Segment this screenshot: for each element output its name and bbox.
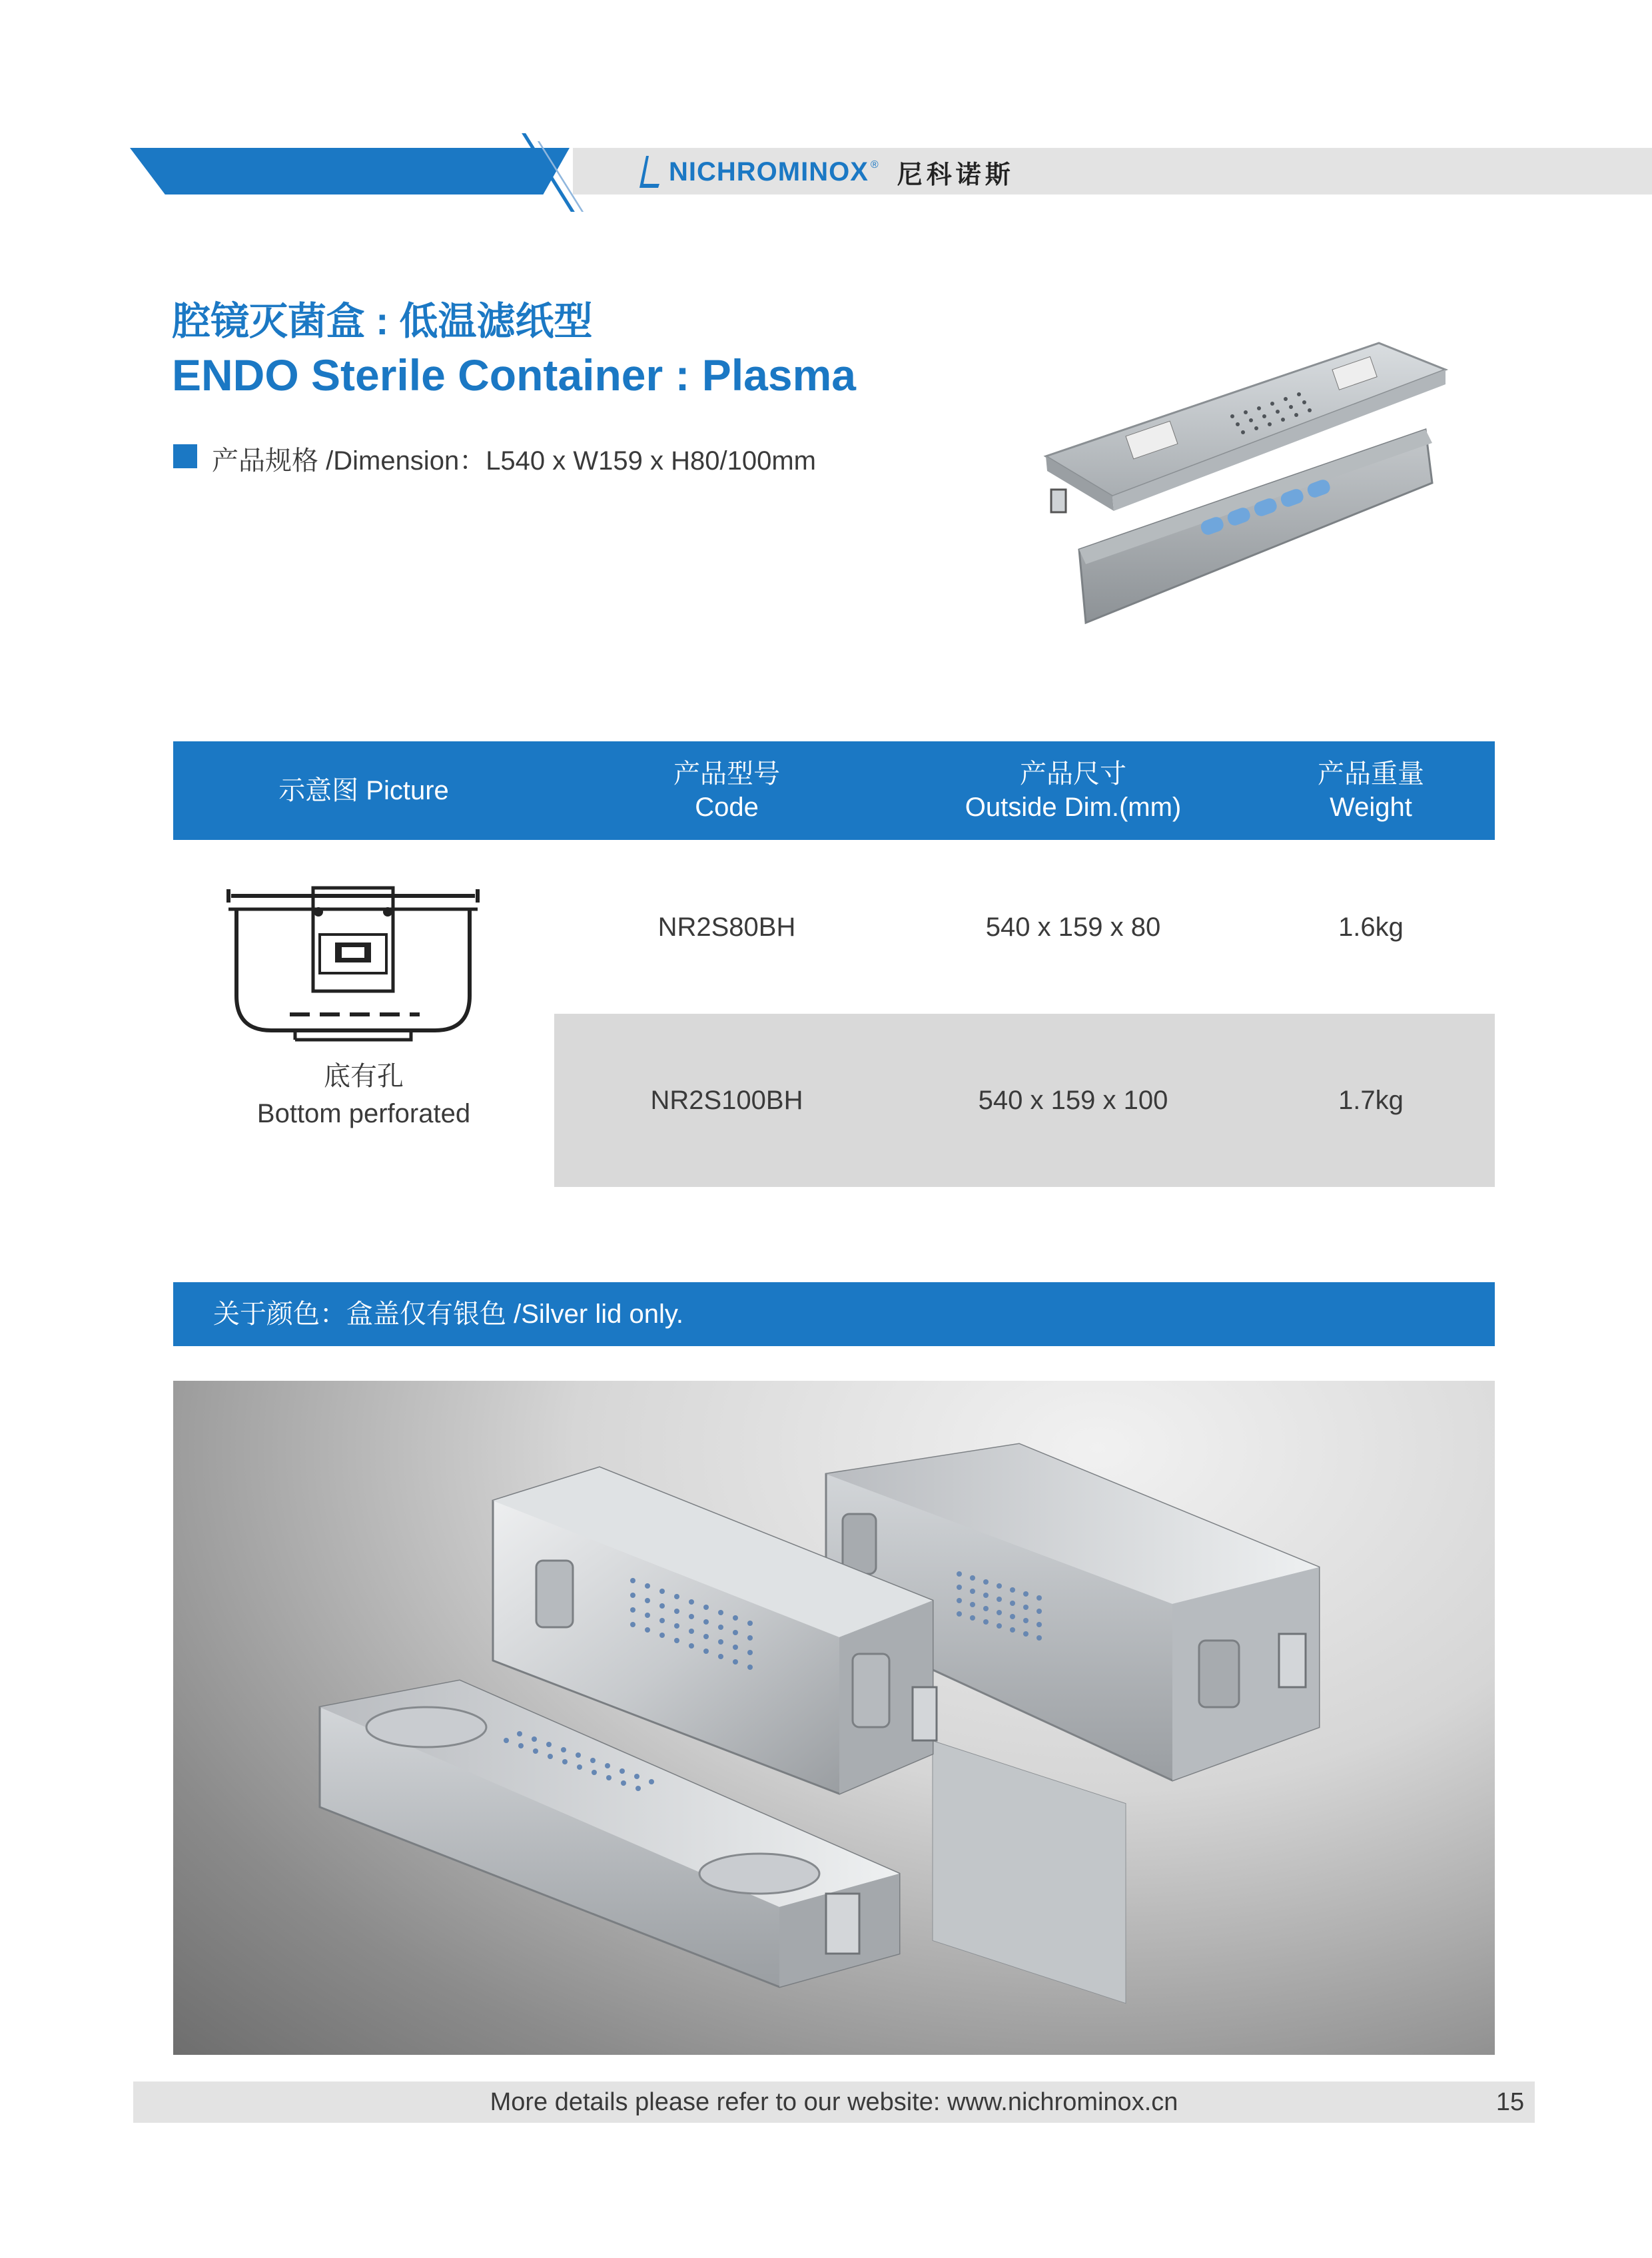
picture-caption [173,1058,554,1132]
spec-bullet-icon [173,444,197,468]
page-title-en: ENDO Sterile Container : Plasma [172,350,856,400]
spec-dimension: 产品规格 /Dimension：L540 x W159 x H80/100mm [212,446,816,476]
header-dimension: 产品尺寸 Outside Dim.(mm) [965,759,1182,822]
picture-caption-cn: 底有孔 [324,1062,404,1091]
table-header [173,741,1495,840]
brand-name-cn: 尼科诺斯 [897,161,1015,189]
page-number: 15 [1495,2088,1525,2116]
color-note-text: 关于颜色：盒盖仅有银色 /Silver lid only. [213,1300,684,1329]
product-showcase-photo [173,1381,1495,2055]
page-title-cn: 腔镜灭菌盒 : 低温滤纸型 [172,300,593,343]
brand-logo [639,152,1015,192]
product-photo [1032,330,1459,669]
brand-registered-mark: ® [870,159,879,171]
table-row [554,841,1495,1014]
color-note-bar [173,1282,1495,1346]
table-row [554,1014,1495,1187]
row-dimension: 540 x 159 x 80 [985,912,1161,942]
cross-section-diagram [223,883,483,1049]
brand-name: NICHROMINOX [669,157,869,187]
header-picture: 示意图 Picture [278,776,449,805]
row-dimension: 540 x 159 x 100 [978,1085,1168,1115]
header-weight: 产品重量 Weight [1318,759,1424,822]
row-weight: 1.7kg [1338,1085,1404,1115]
row-weight: 1.6kg [1338,912,1404,942]
header-code: 产品型号 Code [673,759,780,822]
row-code: NR2S80BH [657,912,796,942]
header-blue-band [130,148,570,194]
row-code: NR2S100BH [650,1085,803,1115]
brand-mark-icon [639,155,662,189]
picture-caption-en: Bottom perforated [256,1099,471,1128]
footer-website-note: More details please refer to our website: www.nichrominox.cn [490,2088,1178,2116]
